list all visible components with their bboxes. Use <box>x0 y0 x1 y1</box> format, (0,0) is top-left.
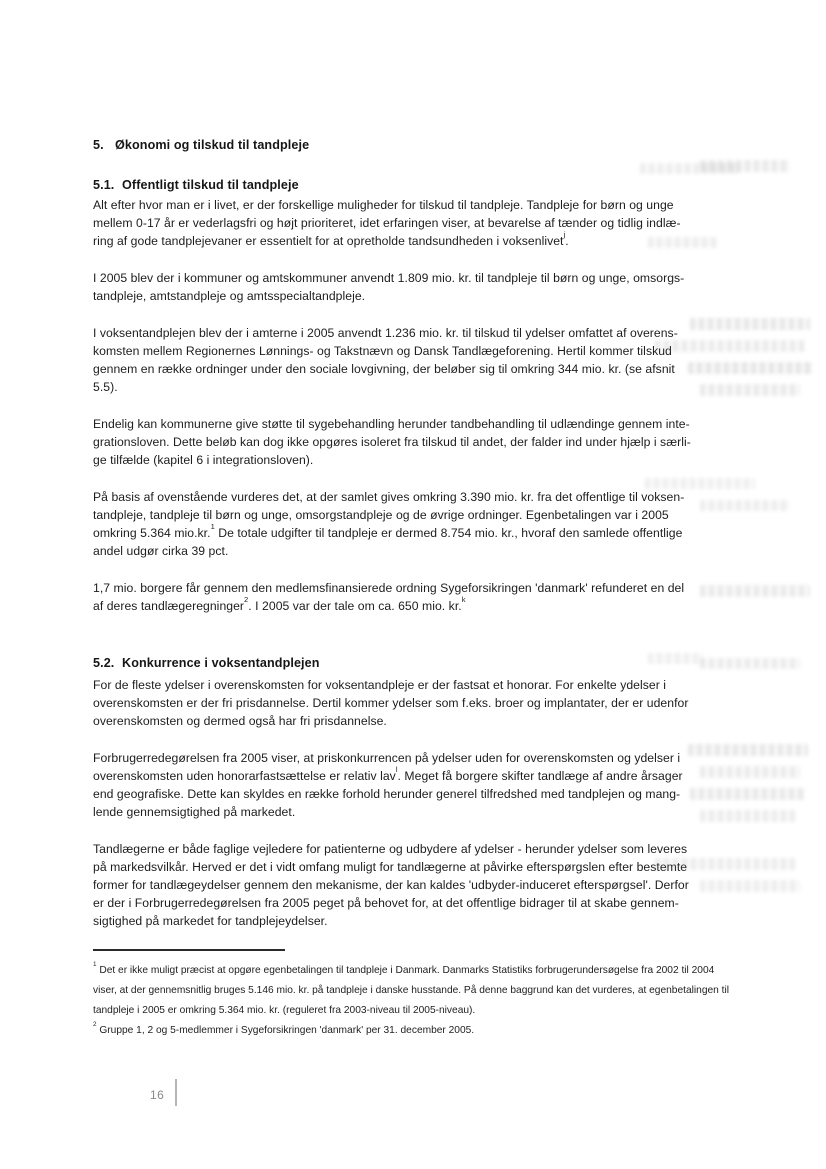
text-line: tandpleje, amtstandpleje og amtsspecialtandpleje. <box>93 289 366 303</box>
scan-bleed-artifact <box>690 788 805 800</box>
text-line: er der i Forbrugerredegørelsen fra 2005 peget på behovet for, at det offentlige bidrager til at skabe gennem- <box>93 896 679 910</box>
scan-bleed-artifact <box>645 478 755 489</box>
paragraph <box>93 1021 673 1041</box>
text-line: lende gennemsigtighed på markedet. <box>93 805 296 819</box>
text-line: på markedsvilkår. Herved er det i vidt omfang muligt for tandlægerne at påvirke efterspørgslen efter bestemte <box>93 860 688 874</box>
scan-bleed-artifact <box>655 858 795 870</box>
scan-bleed-artifact <box>655 340 805 352</box>
paragraph <box>93 840 689 930</box>
text-line: end geografiske. Dette kan skyldes en række forhold herunder generel tilfredshed med tandplejen og mang- <box>93 787 681 801</box>
footnote-marker: 2 <box>93 1020 97 1028</box>
scan-bleed-artifact <box>700 585 810 597</box>
section-5-1-body <box>93 196 691 615</box>
scan-bleed-artifact <box>688 744 808 756</box>
scan-bleed-artifact <box>700 880 800 892</box>
scan-bleed-artifact <box>700 766 800 778</box>
paragraph <box>93 415 691 469</box>
paragraph <box>93 269 685 305</box>
scan-bleed-artifact <box>700 160 790 172</box>
section-heading-5-2 <box>93 655 673 671</box>
footnote-marker: 1 <box>93 960 97 968</box>
footer-vertical-rule <box>175 1079 177 1106</box>
section-title: Offentligt tilskud til tandpleje <box>122 178 299 192</box>
page-footer <box>150 1086 164 1104</box>
footnote-marker: j <box>563 229 566 239</box>
paragraph <box>93 196 681 250</box>
text-line: Endelig kan kommunerne give støtte til sygebehandling herunder tandbehandling til udlændinge gennem inte- <box>93 417 690 431</box>
page-content <box>93 137 730 1041</box>
footnote-marker: 1 <box>210 521 215 531</box>
paragraph <box>93 749 683 821</box>
paragraph <box>93 579 685 615</box>
text-line: 5.5). <box>93 380 118 394</box>
text-line: I 2005 blev der i kommuner og amtskommuner anvendt 1.809 mio. kr. til tandpleje til børn og unge, omsorgs- <box>93 271 685 285</box>
text-line: komsten mellem Regionernes Lønnings- og Takstnævn og Dansk Tandlægeforening. Hertil kommer tilskud <box>93 344 672 358</box>
footnote-separator-rule <box>93 949 285 951</box>
text-line: Tandlægerne er både faglige vejledere for patienterne og udbydere af ydelser - herunder ydelser som leveres <box>93 842 688 856</box>
text-line: overenskomsten og dermed også har fri prisdannelse. <box>93 714 387 728</box>
footnotes <box>93 960 730 1041</box>
footnote-marker: l <box>395 764 398 774</box>
section-number: 5.2. <box>93 656 115 670</box>
text-line: mellem 0-17 år er vederlagsfri og højt prioriteret, idet erfaringen viser, at bevarelse af tænder og tidlig indlæ- <box>93 216 681 230</box>
scan-bleed-artifact <box>688 362 813 374</box>
paragraph <box>93 676 689 730</box>
text-line: grationsloven. Dette beløb kan dog ikke opgøres isoleret fra tilskud til andet, der falder ind under hjælp i særli- <box>93 435 691 449</box>
scan-bleed-artifact <box>700 384 800 396</box>
section-title: Konkurrence i voksentandplejen <box>122 656 320 670</box>
text-line: andel udgør cirka 39 pct. <box>93 544 229 558</box>
text-line: viser, at der gennemsnitlig bruges 5.146 mio. kr. på tandpleje i danske husstande. På denne baggrund kan det vurderes, at egenbetalingen til <box>93 985 730 996</box>
section-title: Økonomi og tilskud til tandpleje <box>115 138 310 152</box>
scan-bleed-artifact <box>700 810 795 822</box>
text-line: ge tilfælde (kapitel 6 i integrationsloven). <box>93 453 314 467</box>
text-line: Alt efter hvor man er i livet, er der forskellige muligheder for tilskud til tandpleje. Tandpleje for børn og unge <box>93 198 674 212</box>
section-heading-5-1 <box>93 177 673 193</box>
text-line: overenskomsten er der fri prisdannelse. Dertil kommer ydelser som f.eks. broer og implantater, der er udenfor <box>93 696 689 710</box>
scan-bleed-artifact <box>690 318 810 330</box>
text-line: ring af gode tandplejevaner er essentielt for at opretholde tandsundheden i voksenlivet$^j$. <box>93 229 569 248</box>
scan-bleed-artifact <box>700 658 800 669</box>
text-line: gennem en række ordninger under den sociale lovgivning, der beløber sig til omkring 344 mio. kr. (se afsnit <box>93 362 675 376</box>
text-line: former for tandlægeydelser gennem den mekanisme, der kan kaldes 'udbyder-induceret efterspørgsel'. Derfor <box>93 878 689 892</box>
text-line: omkring 5.364 mio.kr.$^1$ De totale udgifter til tandpleje er dermed 8.754 mio. kr., hvoraf den samlede offentlige <box>93 521 683 540</box>
page-number: 16 <box>150 1088 165 1102</box>
text-line: På basis af ovenstående vurderes det, at der samlet gives omkring 3.390 mio. kr. fra det offentlige til voksen- <box>93 490 685 504</box>
text-line: 1,7 mio. borgere får gennem den medlemsfinansierede ordning Sygeforsikringen 'danmark' refunderet en del <box>93 581 685 595</box>
paragraph <box>93 324 678 396</box>
section-number: 5.1. <box>93 178 115 192</box>
text-line: I voksentandplejen blev der i amterne i 2005 anvendt 1.236 mio. kr. til tilskud til ydelser omfattet af overens- <box>93 326 678 340</box>
text-line: $^2$ Gruppe 1, 2 og 5-medlemmer i Sygeforsikringen 'danmark' per 31. december 2005. <box>93 1020 475 1036</box>
section-number: 5. <box>93 138 104 152</box>
text-line: af deres tandlægeregninger$^2$. I 2005 var der tale om ca. 650 mio. kr.$^k$ <box>93 594 466 613</box>
text-line: sigtighed på markedet for tandplejeydelser. <box>93 914 328 928</box>
section-heading-5 <box>93 137 673 153</box>
text-line: For de fleste ydelser i overenskomsten for voksentandpleje er der fastsat et honorar. For enkelte ydelser i <box>93 678 667 692</box>
scan-bleed-artifact <box>648 653 703 664</box>
text-line: $^1$ Det er ikke muligt præcist at opgøre egenbetalingen til tandpleje i Danmark. Danmarks Statistiks forbrugerundersøgelse fra 2002 til 2004 <box>93 960 715 976</box>
text-line: tandpleje i 2005 er omkring 5.364 mio. kr. (reguleret fra 2003-niveau til 2005-niveau). <box>93 1005 476 1016</box>
footnote-marker: 2 <box>244 594 249 604</box>
paragraph <box>93 488 685 560</box>
scan-bleed-artifact <box>700 500 790 511</box>
paragraph <box>93 960 730 1021</box>
text-line: overenskomsten uden honorarfastsættelse er relativ lav$^l$. Meget få borgere skifter tandlæge af andre årsager <box>93 764 683 783</box>
scan-bleed-artifact <box>648 237 718 248</box>
section-5-2-body <box>93 676 689 930</box>
text-line: Forbrugerredegørelsen fra 2005 viser, at priskonkurrencen på ydelser uden for overenskomsten og ydelser i <box>93 751 681 765</box>
text-line: tandpleje, tandpleje til børn og unge, omsorgstandpleje og de øvrige ordninger. Egenbetalingen var i 2005 <box>93 508 669 522</box>
footnote-marker: k <box>461 594 466 604</box>
